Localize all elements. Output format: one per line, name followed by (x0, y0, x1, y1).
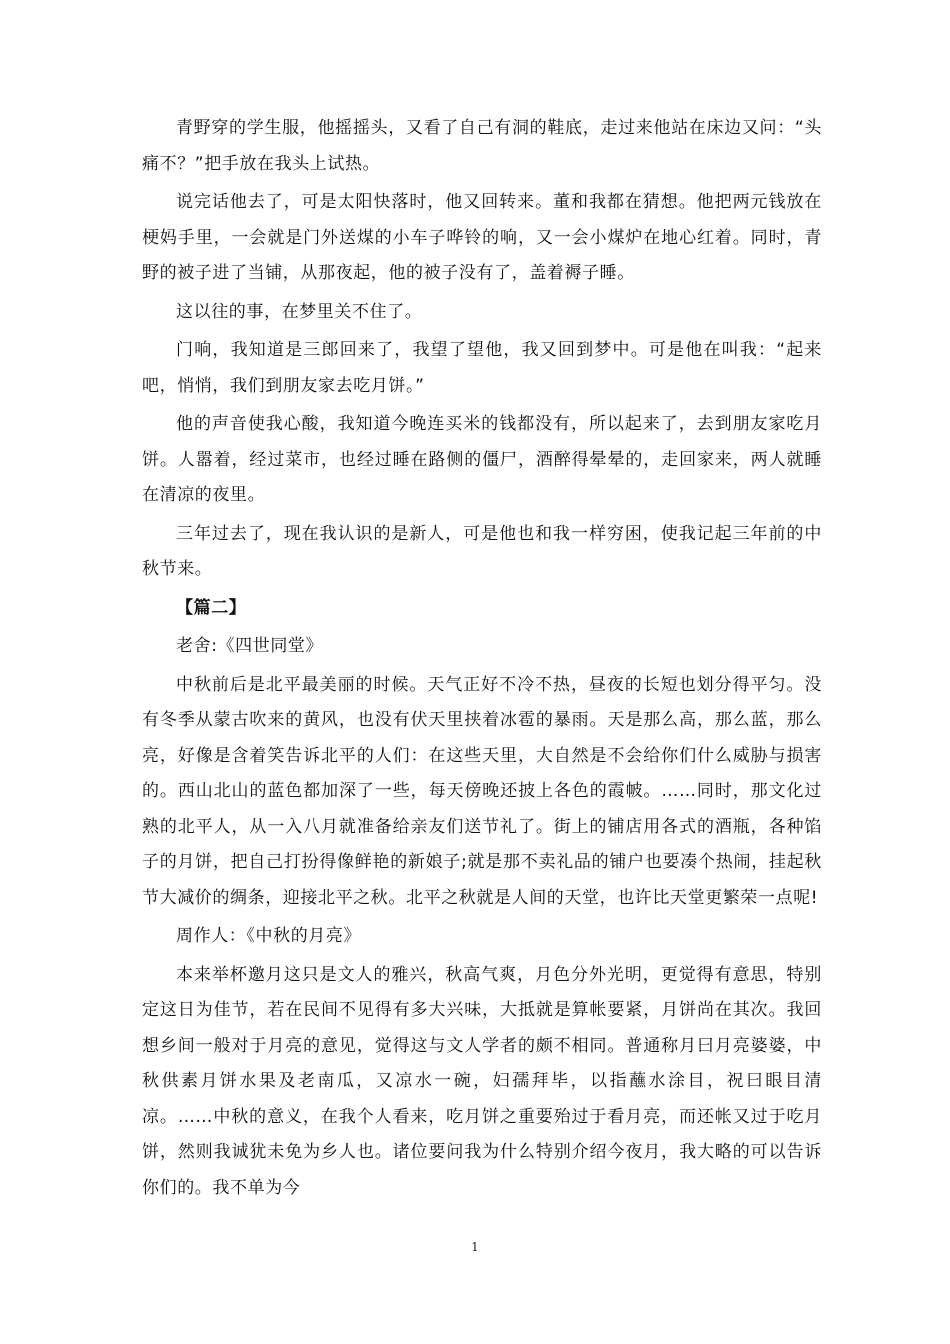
paragraph: 说完话他去了，可是太阳快落时，他又回转来。董和我都在猜想。他把两元钱放在梗妈手里，一会就是门外送煤的小车子哗铃的响，又一会小煤炉在地心红着。同时，青野的被子进了当铺，从那夜起，他的被子没有了，盖着褥子睡。 (142, 192, 822, 283)
excerpt-source: 周作人：《中秋的月亮》 (176, 926, 362, 946)
section-heading: 【篇二】 (176, 597, 247, 618)
excerpt-source: 老舍:《四世同堂》 (176, 636, 324, 656)
paragraph: 本来举杯邀月这只是文人的雅兴，秋高气爽，月色分外光明，更觉得有意思，特别定这日为佳节，若在民间不见得有多大兴味，大抵就是算帐要紧，月饼尚在其次。我回想乡间一般对于月亮的意见，觉得这与文人学者的颇不相同。普通称月曰月亮婆婆，中秋供素月饼水果及老南瓜，又凉水一碗，妇孺拜毕，以指蘸水涂目，祝曰眼目清凉。……中秋的意义，在我个人看来，吃月饼之重要殆过于看月亮，而还帐又过于吃月饼，然则我诚犹未免为乡人也。诸位要问我为什么特别介绍今夜月，我大略的可以告诉你们的。我不单为今 (142, 964, 822, 1198)
paragraph: 青野穿的学生服，他摇摇头，又看了自己有洞的鞋底，走过来他站在床边又问：“头痛不？”把手放在我头上试热。 (142, 118, 822, 174)
paragraph: 中秋前后是北平最美丽的时候。天气正好不冷不热，昼夜的长短也划分得平匀。没有冬季从蒙古吹来的黄风，也没有伏天里挟着冰雹的暴雨。天是那么高，那么蓝，那么亮，好像是含着笑告诉北平的人们：在这些天里，大自然是不会给你们什么威胁与损害的。西山北山的蓝色都加深了一些，每天傍晚还披上各色的霞帔。……同时，那文化过熟的北平人，从一入八月就准备给亲友们送节礼了。街上的铺店用各式的酒瓶，各种馅子的月饼，把自己打扮得像鲜艳的新娘子;就是那不卖礼品的铺户也要凑个热闹，挂起秋节大减价的绸条，迎接北平之秋。北平之秋就是人间的天堂，也许比天堂更繁荣一点呢! (142, 674, 822, 908)
page-number: 1 (471, 1240, 479, 1254)
paragraph: 他的声音使我心酸，我知道今晚连买米的钱都没有，所以起来了，去到朋友家吃月饼。人嚣着，经过菜市，也经过睡在路侧的僵尸，酒醉得晕晕的，走回家来，两人就睡在清凉的夜里。 (142, 414, 822, 505)
paragraph: 门响，我知道是三郎回来了，我望了望他，我又回到梦中。可是他在叫我：“起来吧，悄悄，我们到朋友家去吃月饼。” (142, 340, 822, 396)
paragraph: 三年过去了，现在我认识的是新人，可是他也和我一样穷困，使我记起三年前的中秋节来。 (142, 523, 822, 579)
document-body (142, 111, 822, 1206)
paragraph: 这以往的事，在梦里关不住了。 (176, 301, 423, 322)
